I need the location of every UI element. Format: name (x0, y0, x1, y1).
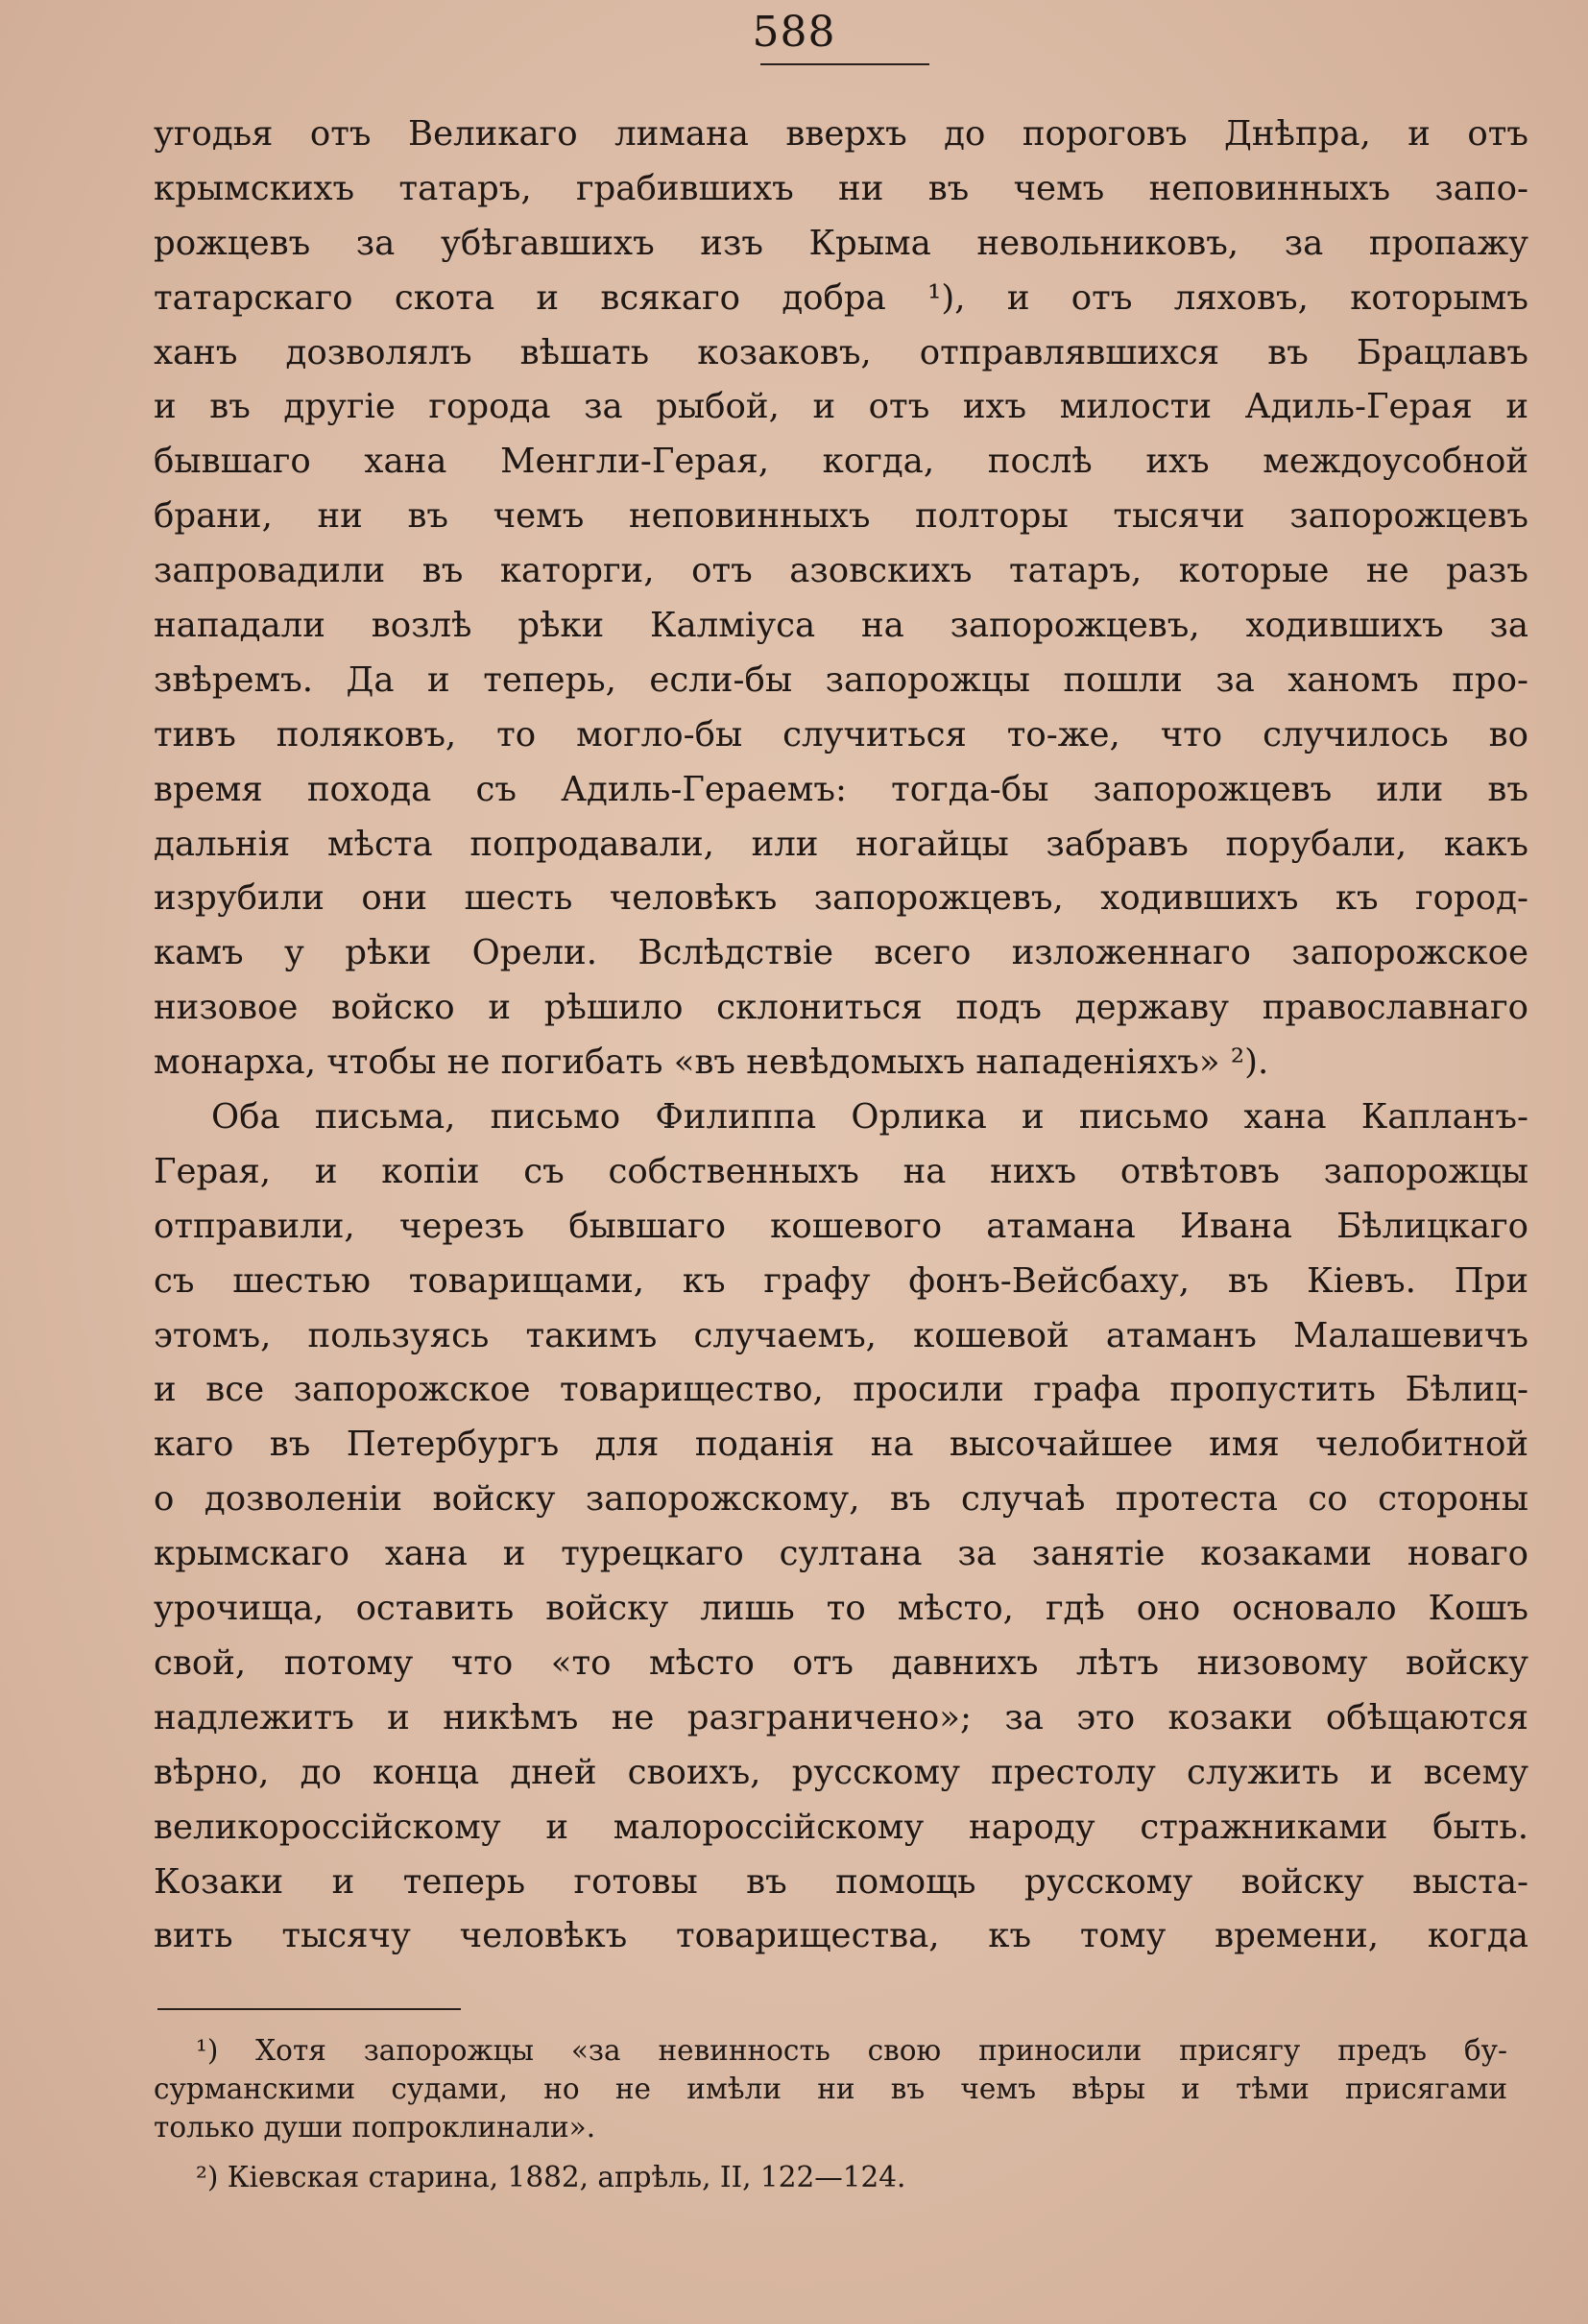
text-line: крымскихъ татаръ, грабившихъ ни въ чемъ неповинныхъ запо- (154, 168, 1528, 208)
text-line: брани, ни въ чемъ неповинныхъ полторы тысячи запорожцевъ (154, 496, 1528, 537)
text-line: ханъ дозволялъ вѣшать козаковъ, отправлявшихся въ Брацлавъ (154, 332, 1528, 372)
text-line: о дозволеніи войску запорожскому, въ случаѣ протеста со стороны (154, 1479, 1528, 1520)
text-line: бывшаго хана Менгли-Герая, когда, послѣ ихъ междоусобной (154, 442, 1528, 482)
text-line: и все запорожское товарищество, просили графа пропустить Бѣлиц- (154, 1370, 1528, 1410)
footnote-2 (154, 2158, 1507, 2196)
text-line: вить тысячу человѣкъ товарищества, къ тому времени, когда (154, 1916, 1528, 1956)
text-line: надлежитъ и никѣмъ не разграничено»; за это козаки обѣщаются (154, 1697, 1528, 1737)
footnote-1 (154, 2031, 1507, 2146)
text-line: звѣремъ. Да и теперь, если-бы запорожцы пошли за ханомъ про- (154, 659, 1528, 700)
text-line: татарскаго скота и всякаго добра ¹), и отъ ляховъ, которымъ (154, 277, 1528, 318)
page-number: 588 (752, 8, 836, 57)
text-line: великороссійскому и малороссійскому народу стражниками быть. (154, 1807, 1528, 1847)
text-line: крымскаго хана и турецкаго султана за занятіе козаками новаго (154, 1534, 1528, 1574)
text-line: этомъ, пользуясь такимъ случаемъ, кошевой атаманъ Малашевичъ (154, 1315, 1528, 1355)
text-line: каго въ Петербургъ для поданія на высочайшее имя челобитной (154, 1425, 1528, 1465)
text-line: рожцевъ за убѣгавшихъ изъ Крыма невольниковъ, за пропажу (154, 223, 1528, 263)
footnote-line: ¹) Хотя запорожцы «за невинность свою приносили присягу предъ бу- (196, 2034, 1507, 2067)
text-line: свой, потому что «то мѣсто отъ давнихъ лѣтъ низовому войску (154, 1642, 1528, 1683)
text-line: вѣрно, до конца дней своихъ, русскому престолу служить и всему (154, 1752, 1528, 1792)
text-line: камъ у рѣки Орели. Вслѣдствіе всего изложеннаго запорожское (154, 933, 1528, 973)
text-line: тивъ поляковъ, то могло-бы случиться то-же, что случилось во (154, 714, 1528, 755)
footnote-line: только души попроклинали». (154, 2111, 596, 2144)
footnote-line: сурманскими судами, но не имѣли ни въ чемъ вѣры и тѣми присягами (154, 2072, 1507, 2105)
text-line: угодья отъ Великаго лимана вверхъ до пороговъ Днѣпра, и отъ (154, 114, 1528, 154)
footnote-line: ²) Кіевская старина, 1882, апрѣль, II, 122—124. (196, 2161, 906, 2193)
text-line: и въ другіе города за рыбой, и отъ ихъ милости Адиль-Герая и (154, 387, 1528, 427)
text-line: нападали возлѣ рѣки Калміуса на запорожцевъ, ходившихъ за (154, 606, 1528, 646)
text-line: время похода съ Адиль-Гераемъ: тогда-бы запорожцевъ или въ (154, 769, 1528, 809)
text-line: Оба письма, письмо Филиппа Орлика и письмо хана Капланъ- (211, 1097, 1528, 1138)
text-line: отправили, черезъ бывшаго кошевого атамана Ивана Бѣлицкаго (154, 1206, 1528, 1246)
text-line: запровадили въ каторги, отъ азовскихъ татаръ, которые не разъ (154, 551, 1528, 591)
main-text (154, 108, 1528, 1964)
text-line: съ шестью товарищами, къ графу фонъ-Вейсбаху, въ Кіевъ. При (154, 1260, 1528, 1301)
footnotes (154, 2031, 1507, 2196)
text-line: низовое войско и рѣшило склониться подъ державу православнаго (154, 988, 1528, 1028)
footnote-rule (157, 2008, 461, 2010)
text-line: урочища, оставить войску лишь то мѣсто, гдѣ оно основало Кошъ (154, 1589, 1528, 1629)
text-line: изрубили они шесть человѣкъ запорожцевъ, ходившихъ къ город- (154, 878, 1528, 919)
text-line: Герая, и копіи съ собственныхъ на нихъ отвѣтовъ запорожцы (154, 1151, 1528, 1191)
text-line: дальнія мѣста попродавали, или ногайцы забравъ порубали, какъ (154, 824, 1528, 864)
text-line: монарха, чтобы не погибать «въ невѣдомыхъ нападеніяхъ» ²). (154, 1042, 1269, 1083)
text-line: Козаки и теперь готовы въ помощь русскому войску выста- (154, 1861, 1528, 1902)
header-rule (760, 63, 929, 65)
